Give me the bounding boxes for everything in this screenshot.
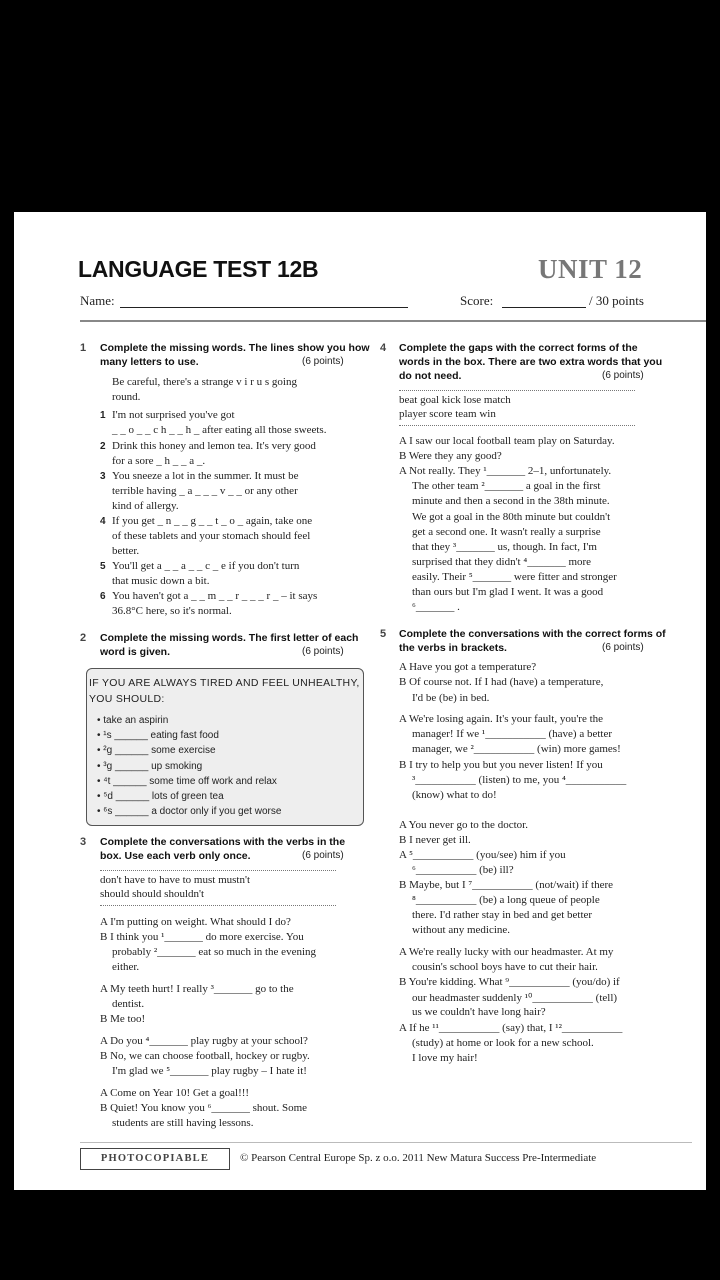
dialogue-line: that they ³_______ us, though. In fact, I'm: [412, 541, 597, 553]
exercise-5-instruction-line1: Complete the conversations with the correct forms of: [399, 628, 666, 640]
verb-box: [100, 870, 336, 906]
exercise-3-number: 3: [80, 836, 87, 848]
dialogue-line: (know) what to do!: [412, 789, 497, 801]
exercise-2-instruction-line2: word is given.: [100, 646, 171, 658]
dialogue-line: surprised that they didn't ⁴_______ more: [412, 556, 592, 568]
dialogue-line: B You're kidding. What ⁹___________ (you/do) if: [399, 976, 620, 988]
item-number: 5: [100, 561, 106, 572]
footer-divider: [80, 1142, 692, 1143]
exercise-1-number: 1: [80, 342, 87, 354]
exercise-1-line: kind of allergy.: [112, 500, 179, 512]
dialogue-line: either.: [112, 961, 140, 973]
item-number: 2: [100, 441, 106, 452]
copyright-notice: © Pearson Central Europe Sp. z o.o. 2011 New Matura Success Pre-Intermediate: [240, 1152, 597, 1164]
exercise-4-instruction-line2: words in the box. There are two extra words that you: [399, 356, 663, 368]
dialogue-line: without any medicine.: [412, 924, 511, 936]
dialogue-line: A Not really. They ¹_______ 2–1, unfortunately.: [399, 465, 612, 477]
dialogue-line: manager! If we ¹___________ (have) a better: [412, 728, 612, 740]
exercise-4-number: 4: [380, 342, 387, 354]
exercise-1-instruction-line2: many letters to use.: [100, 356, 199, 368]
dialogue-line: minute and then a second in the 38th minute.: [412, 495, 610, 507]
dialogue-line: A You never go to the doctor.: [399, 819, 528, 831]
name-label: Name:: [80, 293, 115, 308]
exercise-5-points: (6 points): [602, 642, 644, 653]
score-label: Score:: [460, 293, 494, 308]
exercise-2-instruction-line1: Complete the missing words. The first letter of each: [100, 632, 359, 644]
dialogue-line: A I'm putting on weight. What should I do?: [100, 916, 291, 928]
dialogue-line: easily. Their ⁵_______ were fitter and stronger: [412, 571, 617, 583]
exercise-5-number: 5: [380, 628, 387, 640]
dialogue-line: B Were they any good?: [399, 450, 502, 462]
advice-box-heading-line1: IF YOU ARE ALWAYS TIRED AND FEEL UNHEALTHY,: [89, 677, 360, 689]
dialogue-line: We got a goal in the 80th minute but couldn't: [412, 511, 611, 523]
dialogue-line: B No, we can choose football, hockey or rugby.: [100, 1050, 310, 1062]
advice-item-text: ⁶s ______ a doctor only if you get worse: [103, 806, 282, 817]
advice-item: • ²g ______ some exercise: [97, 745, 216, 756]
advice-item: • ¹s ______ eating fast food: [97, 730, 219, 741]
advice-item: • ⁵d ______ lots of green tea: [97, 791, 224, 802]
dialogue-line: A Do you ⁴_______ play rugby at your school?: [100, 1035, 308, 1047]
test-title: LANGUAGE TEST 12B: [78, 256, 319, 282]
dialogue-line: us we couldn't have long hair?: [412, 1006, 546, 1018]
exercise-1-line: I'm not surprised you've got: [112, 409, 235, 421]
exercise-1-line: round.: [112, 391, 141, 403]
dialogue-line: than ours but I'm glad I went. It was a good: [412, 586, 604, 598]
exercise-1-line: Drink this honey and lemon tea. It's very good: [112, 440, 316, 452]
advice-item: • ⁴t ______ some time off work and relax: [97, 776, 277, 787]
dialogue-line: students are still having lessons.: [112, 1117, 254, 1129]
dialogue-line: B Me too!: [100, 1013, 146, 1025]
dialogue-line: probably ²_______ eat so much in the evening: [112, 946, 317, 958]
item-number: 4: [100, 516, 106, 527]
exercise-1-line: better.: [112, 545, 140, 557]
exercise-2-number: 2: [80, 632, 87, 644]
advice-item-text: ⁴t ______ some time off work and relax: [103, 776, 277, 787]
advice-item-text: ²g ______ some exercise: [103, 745, 216, 756]
worksheet-page: [14, 212, 706, 1190]
exercise-1-instruction-line1: Complete the missing words. The lines show you how: [100, 342, 370, 354]
verb-box-line2: should should shouldn't: [100, 888, 205, 900]
exercise-1-line: You sneeze a lot in the summer. It must be: [112, 470, 299, 482]
dialogue-line: B I try to help you but you never listen! If you: [399, 759, 603, 771]
dialogue-line: I love my hair!: [412, 1052, 478, 1064]
dialogue-line: there. I'd rather stay in bed and get better: [412, 909, 593, 921]
score-field[interactable]: [502, 307, 586, 308]
advice-item-text: ³g ______ up smoking: [103, 761, 203, 772]
word-box-line2: player score team win: [399, 408, 496, 420]
dialogue-line: get a second one. It wasn't really a surprise: [412, 526, 601, 538]
dialogue-line: B Of course not. If I had (have) a temperature,: [399, 676, 604, 688]
dialogue-line: A If he ¹¹___________ (say) that, I ¹²___________: [399, 1022, 623, 1034]
dialogue-line: A ⁵___________ (you/see) him if you: [399, 849, 566, 861]
dialogue-line: I'd be (be) in bed.: [412, 692, 490, 704]
exercise-1-line: Be careful, there's a strange v i r u s going: [112, 376, 297, 388]
name-field[interactable]: [120, 307, 408, 308]
exercise-1-points: (6 points): [302, 356, 344, 367]
exercise-4-instruction-line1: Complete the gaps with the correct forms of the: [399, 342, 638, 354]
dialogue-line: ⁶___________ (be) ill?: [412, 864, 514, 876]
dialogue-line: ⁶_______ .: [412, 601, 460, 613]
exercise-3-instruction-line1: Complete the conversations with the verbs in the: [100, 836, 346, 848]
score-total: / 30 points: [589, 293, 644, 308]
exercise-1-line: 36.8°C here, so it's normal.: [112, 605, 232, 617]
exercise-5-instruction-line2: the verbs in brackets.: [399, 642, 507, 654]
unit-label: UNIT 12: [538, 254, 643, 284]
dialogue-line: manager, we ²___________ (win) more games!: [412, 743, 621, 755]
exercise-1-line: terrible having _ a _ _ _ v _ _ or any other: [112, 485, 298, 497]
dialogue-line: B Maybe, but I ⁷___________ (not/wait) if there: [399, 879, 614, 891]
advice-item-text: ⁵d ______ lots of green tea: [103, 791, 224, 802]
exercise-1-line: If you get _ n _ _ g _ _ t _ o _ again, take one: [112, 515, 313, 527]
dialogue-line: ⁸___________ (be) a long queue of people: [412, 894, 600, 906]
item-number: 6: [100, 591, 106, 602]
word-box: [399, 390, 635, 426]
advice-item-text: take an aspirin: [103, 715, 169, 726]
exercise-3-points: (6 points): [302, 850, 344, 861]
item-number: 3: [100, 471, 106, 482]
exercise-3-instruction-line2: box. Use each verb only once.: [100, 850, 251, 862]
dialogue-line: B Quiet! You know you ⁶_______ shout. Some: [100, 1102, 308, 1114]
dialogue-line: A We're really lucky with our headmaster. At my: [399, 946, 614, 958]
advice-item: • take an aspirin: [97, 715, 169, 726]
exercise-1-line: You'll get a _ _ a _ _ c _ e if you don't turn: [112, 560, 300, 572]
dialogue-line: A I saw our local football team play on Saturday.: [399, 435, 615, 447]
exercise-1-line: of these tablets and your stomach should feel: [112, 530, 311, 542]
advice-item-text: ¹s ______ eating fast food: [103, 730, 219, 741]
dialogue-line: cousin's school boys have to cut their hair.: [412, 961, 598, 973]
dialogue-line: ³___________ (listen) to me, you ⁴___________: [412, 774, 627, 786]
header-divider: [80, 320, 706, 322]
dialogue-line: dentist.: [112, 998, 145, 1010]
item-number: 1: [100, 410, 106, 421]
dialogue-line: our headmaster suddenly ¹⁰___________ (tell): [412, 992, 618, 1004]
exercise-1-line: _ _ o _ _ c h _ _ h _ after eating all those sweets.: [112, 424, 327, 436]
advice-box: [86, 668, 364, 826]
verb-box-line1: don't have to have to must mustn't: [100, 874, 251, 886]
dialogue-line: A Have you got a temperature?: [399, 661, 537, 673]
dialogue-line: The other team ²_______ a goal in the first: [412, 480, 601, 492]
exercise-4-points: (6 points): [602, 370, 644, 381]
dialogue-line: (study) at home or look for a new school.: [412, 1037, 594, 1049]
advice-item: • ³g ______ up smoking: [97, 761, 203, 772]
dialogue-line: I'm glad we ⁵_______ play rugby – I hate it!: [112, 1065, 307, 1077]
dialogue-line: B I never get ill.: [399, 834, 471, 846]
word-box-line1: beat goal kick lose match: [399, 394, 511, 406]
exercise-1-line: for a sore _ h _ _ a _.: [112, 455, 206, 467]
dialogue-line: A My teeth hurt! I really ³_______ go to the: [100, 983, 294, 995]
advice-item: • ⁶s ______ a doctor only if you get worse: [97, 806, 282, 817]
exercise-1-line: that music down a bit.: [112, 575, 210, 587]
exercise-2-points: (6 points): [302, 646, 344, 657]
dialogue-line: A Come on Year 10! Get a goal!!!: [100, 1087, 250, 1099]
exercise-1-line: You haven't got a _ _ m _ _ r _ _ _ r _ – it says: [112, 590, 318, 602]
advice-box-heading-line2: YOU SHOULD:: [89, 693, 165, 705]
exercise-4-instruction-line3: do not need.: [399, 370, 462, 382]
dialogue-line: B I think you ¹_______ do more exercise. You: [100, 931, 304, 943]
dialogue-line: A We're losing again. It's your fault, you're the: [399, 713, 604, 725]
photocopiable-badge: PHOTOCOPIABLE: [80, 1148, 230, 1170]
